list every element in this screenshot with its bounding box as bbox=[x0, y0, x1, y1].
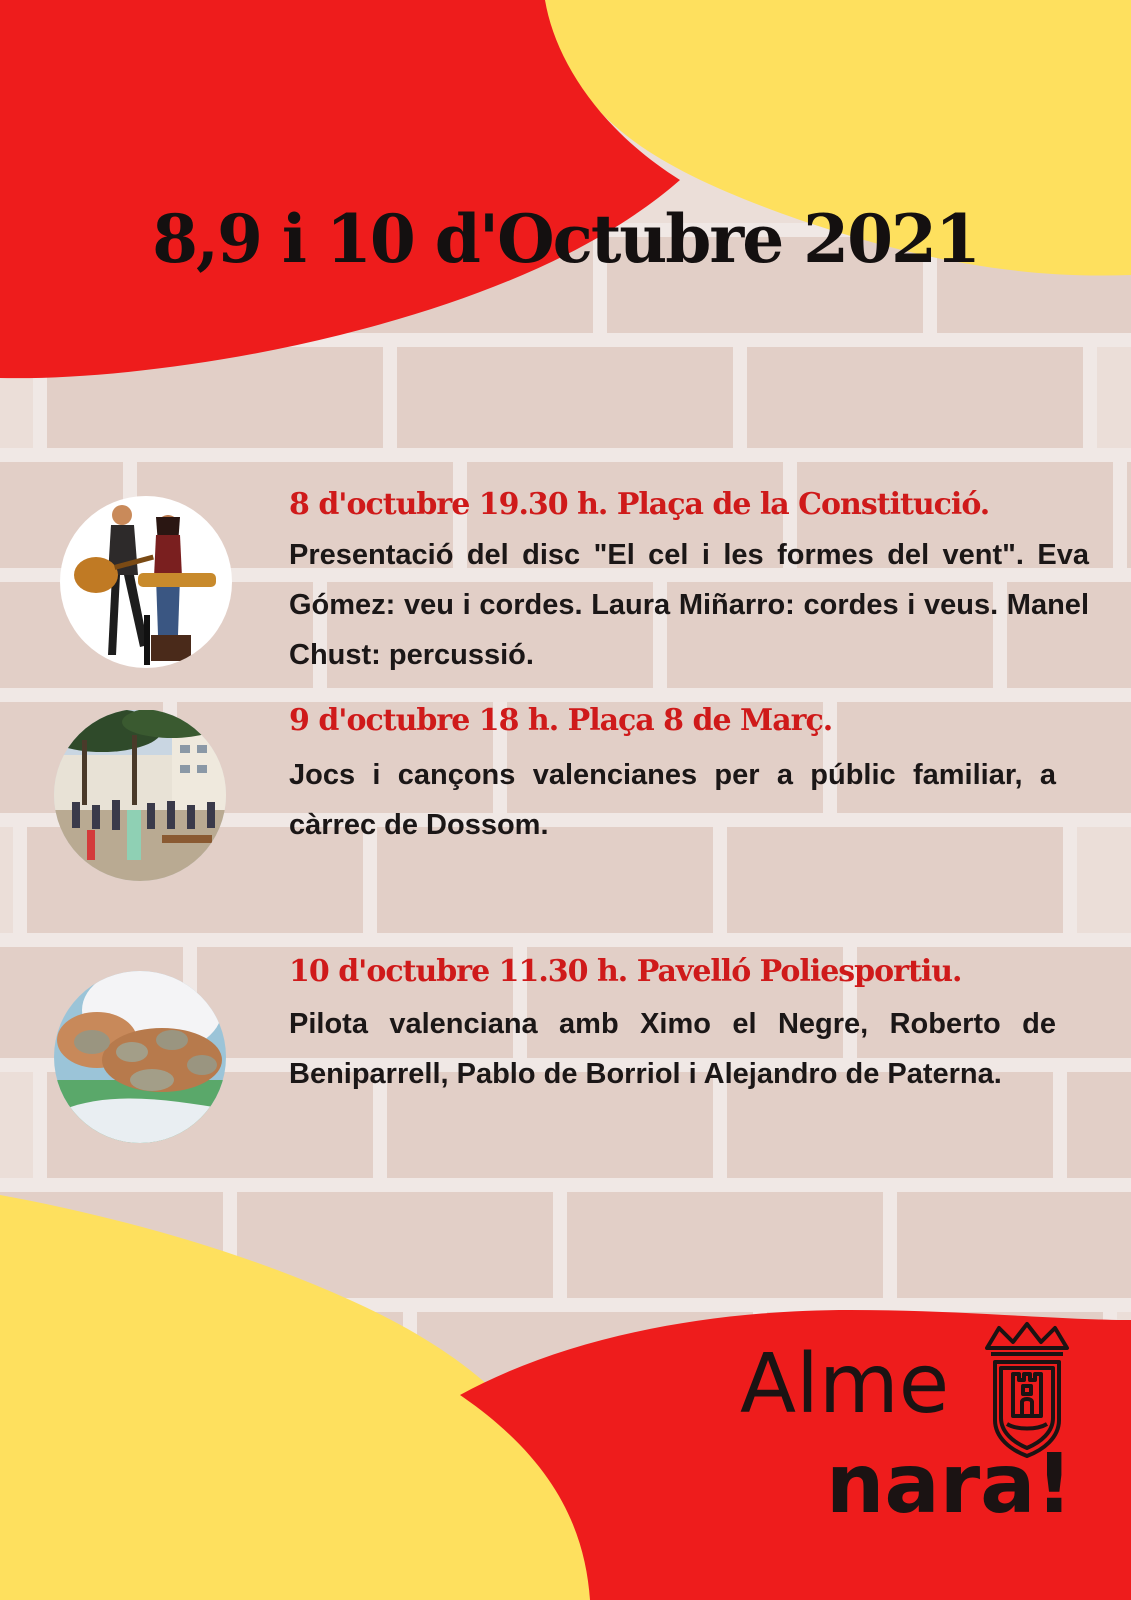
event-1-description: Presentació del disc "El cel i les formes del vent". Eva Gómez: veu i cordes. Laura Miñarro: cordes i veus. Manel Chust: percussió. bbox=[289, 539, 1089, 671]
event-2-description: Jocs i cançons valencianes per a públic familiar, a càrrec de Dossom. bbox=[289, 759, 1056, 841]
event-3-heading: 10 d'octubre 11.30 h. Pavelló Poliesportiu. bbox=[289, 954, 962, 989]
event-2-heading: 9 d'octubre 18 h. Plaça 8 de Març. bbox=[289, 703, 833, 738]
logo-text-line2: nara! bbox=[826, 1437, 1073, 1532]
event-3-description: Pilota valenciana amb Ximo el Negre, Roberto de Beniparrell, Pablo de Borriol i Alejandro de Paterna. bbox=[289, 1008, 1056, 1090]
logo-text-line1: Alme bbox=[740, 1337, 950, 1432]
musicians-photo bbox=[56, 495, 296, 680]
castle-crest-icon bbox=[977, 1320, 1077, 1460]
event-dates-title: 8,9 i 10 d'Octubre 2021 bbox=[152, 200, 979, 278]
event-1-heading: 8 d'octubre 19.30 h. Plaça de la Constitució. bbox=[289, 487, 990, 522]
pilota-hands-photo bbox=[52, 970, 292, 1155]
almenara-logo bbox=[740, 1335, 1080, 1565]
square-crowd-photo bbox=[52, 710, 292, 895]
